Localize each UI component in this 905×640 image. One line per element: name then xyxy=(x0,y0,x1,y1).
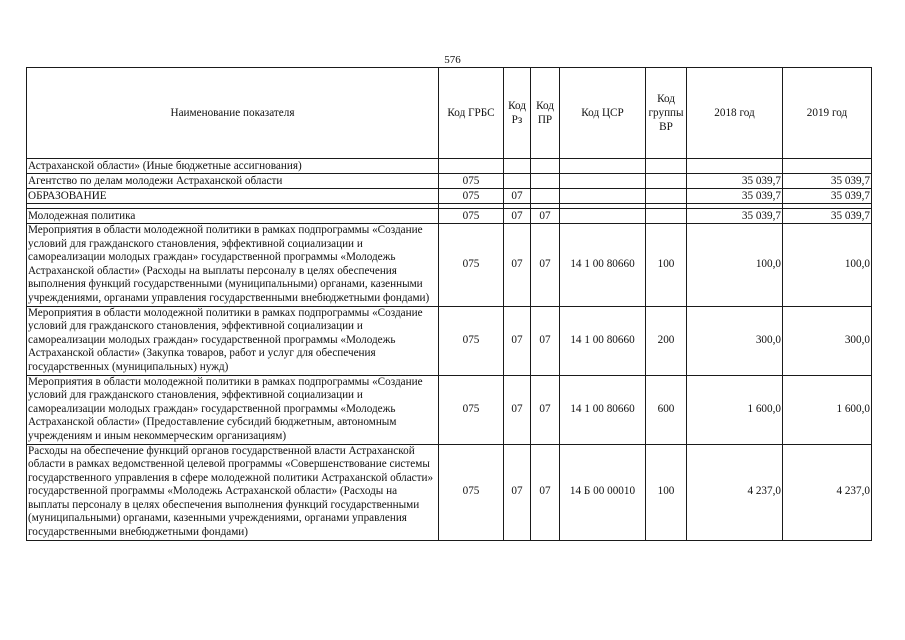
cell-pr: 07 xyxy=(531,444,560,540)
cell-grbs: 075 xyxy=(439,189,504,204)
cell-2018: 35 039,7 xyxy=(687,174,783,189)
cell-rz: 07 xyxy=(504,209,531,224)
cell-2018: 100,0 xyxy=(687,224,783,307)
cell-pr: 07 xyxy=(531,306,560,375)
cell-2019: 35 039,7 xyxy=(783,209,872,224)
cell-name: ОБРАЗОВАНИЕ xyxy=(27,189,439,204)
table-row xyxy=(27,209,872,224)
cell-grbs xyxy=(439,159,504,174)
cell-vr xyxy=(646,174,687,189)
cell-grbs: 075 xyxy=(439,306,504,375)
header-pr: Код ПР xyxy=(531,68,560,159)
cell-rz: 07 xyxy=(504,224,531,307)
cell-rz: 07 xyxy=(504,189,531,204)
page-number: 576 xyxy=(444,54,461,66)
cell-pr: 07 xyxy=(531,224,560,307)
cell-name: Мероприятия в области молодежной политики в рамках подпрограммы «Создание условий для гражданского становления, эффективной социализации и самореализации молодых граждан» государственной программы «Молодежь Астраханской области» (Расходы на выплаты персоналу в целях обеспечения выполнения функций государственными (муниципальными) органами, казенными учреждениями, органами управления государственными внебюджетными фондами) xyxy=(27,224,439,307)
header-row xyxy=(27,68,872,159)
header-grbs: Код ГРБС xyxy=(439,68,504,159)
cell-csr: 14 Б 00 00010 xyxy=(560,444,646,540)
cell-2019 xyxy=(783,159,872,174)
cell-2018: 35 039,7 xyxy=(687,189,783,204)
cell-rz: 07 xyxy=(504,444,531,540)
table-row xyxy=(27,306,872,375)
cell-name: Агентство по делам молодежи Астраханской области xyxy=(27,174,439,189)
table-row xyxy=(27,444,872,540)
table-row xyxy=(27,189,872,204)
header-rz: Код Рз xyxy=(504,68,531,159)
cell-name: Мероприятия в области молодежной политики в рамках подпрограммы «Создание условий для гражданского становления, эффективной социализации и самореализации молодых граждан» государственной программы «Молодежь Астраханской области» (Предоставление субсидий бюджетным, автономным учреждениям и иным некоммерческим организациям) xyxy=(27,375,439,444)
header-csr: Код ЦСР xyxy=(560,68,646,159)
cell-csr xyxy=(560,189,646,204)
cell-pr xyxy=(531,159,560,174)
header-2018: 2018 год xyxy=(687,68,783,159)
cell-csr: 14 1 00 80660 xyxy=(560,375,646,444)
cell-grbs: 075 xyxy=(439,174,504,189)
cell-grbs: 075 xyxy=(439,375,504,444)
cell-2019: 35 039,7 xyxy=(783,189,872,204)
header-vr: Код группы ВР xyxy=(646,68,687,159)
cell-pr xyxy=(531,189,560,204)
cell-2018: 1 600,0 xyxy=(687,375,783,444)
cell-2019: 4 237,0 xyxy=(783,444,872,540)
cell-rz: 07 xyxy=(504,375,531,444)
header-2019: 2019 год xyxy=(783,68,872,159)
cell-vr xyxy=(646,159,687,174)
budget-table xyxy=(26,67,872,541)
cell-2019: 35 039,7 xyxy=(783,174,872,189)
table-row xyxy=(27,375,872,444)
cell-vr xyxy=(646,209,687,224)
cell-rz xyxy=(504,159,531,174)
cell-2019: 300,0 xyxy=(783,306,872,375)
cell-vr: 100 xyxy=(646,444,687,540)
cell-csr xyxy=(560,174,646,189)
table-row xyxy=(27,159,872,174)
cell-pr xyxy=(531,174,560,189)
cell-grbs: 075 xyxy=(439,209,504,224)
header-name: Наименование показателя xyxy=(27,68,439,159)
cell-grbs: 075 xyxy=(439,444,504,540)
cell-csr: 14 1 00 80660 xyxy=(560,306,646,375)
cell-2019: 100,0 xyxy=(783,224,872,307)
cell-vr xyxy=(646,189,687,204)
cell-name: Астраханской области» (Иные бюджетные ассигнования) xyxy=(27,159,439,174)
cell-rz: 07 xyxy=(504,306,531,375)
cell-2018: 4 237,0 xyxy=(687,444,783,540)
cell-pr: 07 xyxy=(531,209,560,224)
cell-name: Расходы на обеспечение функций органов государственной власти Астраханской области в рамках ведомственной целевой программы «Совершенствование системы государственного управления в сфере молодежной политики Астраханской области» государственной программы «Молодежь Астраханской области» (Расходы на выплаты персоналу в целях обеспечения выполнения функций государственными (муниципальными) органами, казенными учреждениями, органами управления государственными внебюджетными фондами) xyxy=(27,444,439,540)
cell-2018: 35 039,7 xyxy=(687,209,783,224)
cell-csr xyxy=(560,159,646,174)
cell-2019: 1 600,0 xyxy=(783,375,872,444)
cell-rz xyxy=(504,174,531,189)
cell-csr xyxy=(560,209,646,224)
cell-2018 xyxy=(687,159,783,174)
cell-grbs: 075 xyxy=(439,224,504,307)
cell-vr: 100 xyxy=(646,224,687,307)
cell-name: Мероприятия в области молодежной политики в рамках подпрограммы «Создание условий для гражданского становления, эффективной социализации и самореализации молодых граждан» государственной программы «Молодежь Астраханской области» (Закупка товаров, работ и услуг для обеспечения государственных (муниципальных) нужд) xyxy=(27,306,439,375)
cell-name: Молодежная политика xyxy=(27,209,439,224)
cell-pr: 07 xyxy=(531,375,560,444)
cell-2018: 300,0 xyxy=(687,306,783,375)
cell-csr: 14 1 00 80660 xyxy=(560,224,646,307)
cell-vr: 200 xyxy=(646,306,687,375)
table-row xyxy=(27,224,872,307)
table-row xyxy=(27,174,872,189)
cell-vr: 600 xyxy=(646,375,687,444)
